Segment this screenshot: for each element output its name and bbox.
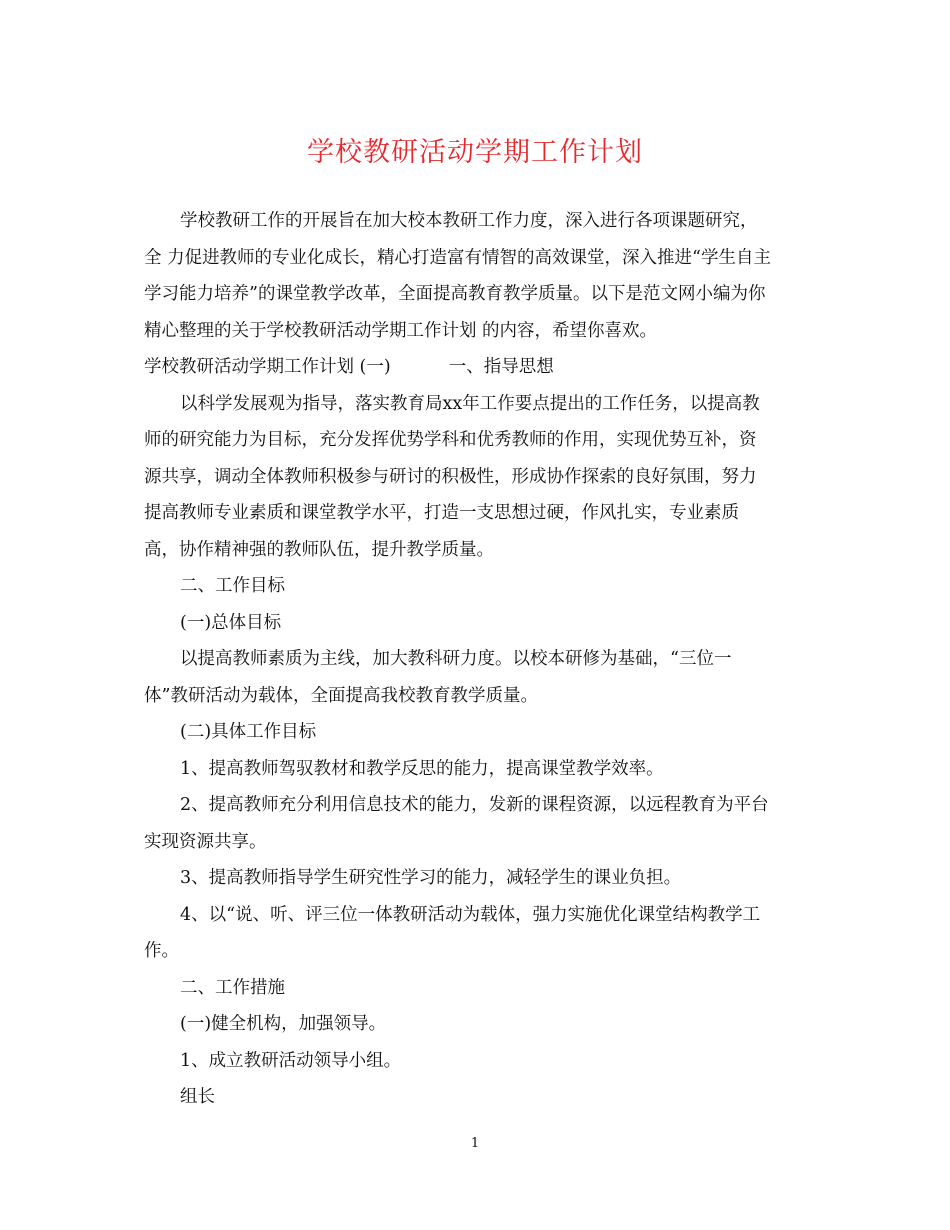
goal-item-1: 1、提高教师驾驭教材和教学反思的能力，提高课堂教学效率。 xyxy=(180,758,664,779)
text-line: 实现资源共享。 xyxy=(144,831,267,852)
text-line: 源共享，调动全体教师积极参与研讨的积极性，形成协作探索的良好氛围，努力 xyxy=(144,466,757,487)
plan-heading: 学校教研活动学期工作计划 (一) xyxy=(144,357,391,377)
specific-goal-heading: (二)具体工作目标 xyxy=(180,722,317,742)
plan-heading-line xyxy=(144,349,814,386)
text-line: 全 力促进教师的专业化成长，精心打造富有情智的高效课堂，深入推进“学生自主 xyxy=(144,247,772,268)
guiding-paragraph xyxy=(144,386,814,569)
text-line: 体”教研活动为载体，全面提高我校教育教学质量。 xyxy=(144,685,538,706)
document-title: 学校教研活动学期工作计划 xyxy=(307,137,643,168)
goal-item-2 xyxy=(144,787,814,860)
measure-1-heading: (一)健全机构，加强领导。 xyxy=(180,1014,387,1034)
text-line: 高，协作精神强的教师队伍，提升教学质量。 xyxy=(144,539,494,560)
text-line: 精心整理的关于学校教研活动学期工作计划 的内容，希望你喜欢。 xyxy=(144,320,658,341)
goal-item-4 xyxy=(144,897,814,970)
document-body xyxy=(144,203,814,1116)
overall-goal-heading: (一)总体目标 xyxy=(180,612,282,633)
text-line: 4、以“说、听、评三位一体教研活动为载体，强力实施优化课堂结构教学工 xyxy=(180,904,761,925)
text-line: 以提高教师素质为主线，加大教科研力度。以校本研修为基础，“三位一 xyxy=(180,649,732,669)
text-line: 2、提高教师充分利用信息技术的能力，发新的课程资源，以远程教育为平台 xyxy=(180,795,769,815)
section-heading-measures: 二、工作措施 xyxy=(180,977,285,998)
text-line: 以科学发展观为指导，落实教育局xx年工作要点提出的工作任务，以提高教 xyxy=(180,393,760,414)
text-line: 作。 xyxy=(144,941,179,961)
text-line: 学习能力培养”的课堂教学改革，全面提高教育教学质量。以下是范文网小编为你 xyxy=(144,284,766,304)
text-line: 师的研究能力为目标，充分发挥优势学科和优秀教师的作用，实现优势互补，资 xyxy=(144,430,757,450)
text-line: 学校教研工作的开展旨在加大校本教研工作力度，深入进行各项课题研究， xyxy=(180,211,758,231)
section-heading-goals: 二、工作目标 xyxy=(180,576,285,596)
goal-item-3: 3、提高教师指导学生研究性学习的能力，减轻学生的课业负担。 xyxy=(180,868,682,888)
text-line: 提高教师专业素质和课堂教学水平，打造一支思想过硬，作风扎实，专业素质 xyxy=(144,503,739,523)
overall-goal-paragraph xyxy=(144,641,814,714)
intro-paragraph xyxy=(144,203,814,349)
leader-label: 组长 xyxy=(180,1087,215,1107)
measure-1-item: 1、成立教研活动领导小组。 xyxy=(180,1050,402,1071)
section-heading-guiding: 一、指导思想 xyxy=(448,357,554,377)
page-number: 1 xyxy=(470,1136,480,1151)
